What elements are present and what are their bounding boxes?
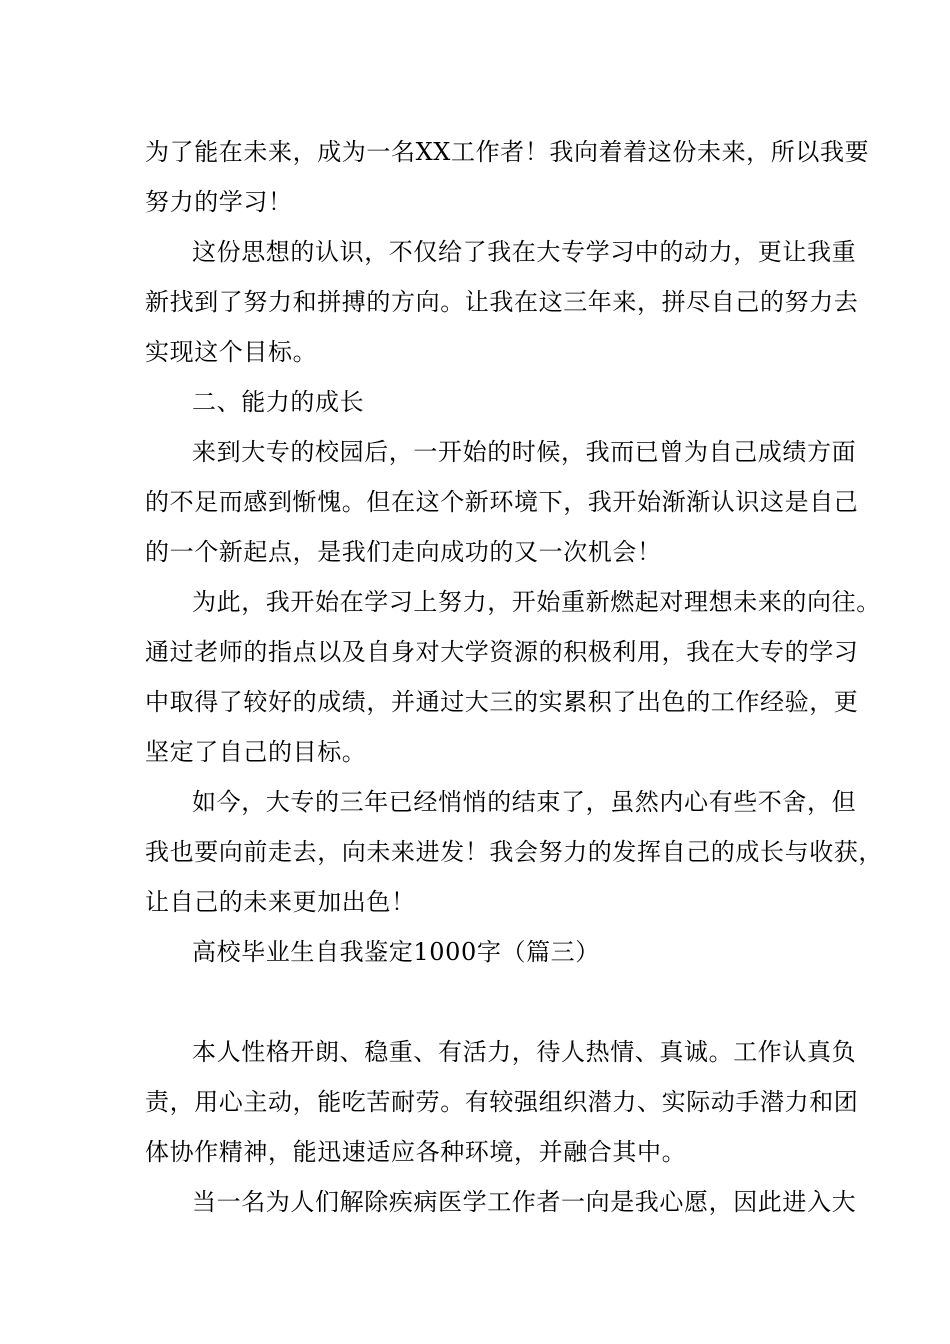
- paragraph-line: 体协作精神，能迅速适应各种环境，并融合其中。: [145, 1138, 687, 1166]
- paragraph-line: 这份思想的认识，不仅给了我在大专学习中的动力，更让我重: [192, 238, 857, 266]
- paragraph-line: 当一名为人们解除疾病医学工作者一向是我心愿，因此进入大: [192, 1188, 857, 1216]
- paragraph-line: 努力的学习！: [145, 188, 293, 216]
- paragraph-line: 的不足而感到惭愧。但在这个新环境下，我开始渐渐认识这是自己: [145, 488, 859, 516]
- paragraph-line: 实现这个目标。: [145, 338, 318, 366]
- paragraph-line: 让自己的未来更加出色！: [145, 888, 416, 916]
- paragraph-line: 为此，我开始在学习上努力，开始重新燃起对理想未来的向往。: [192, 588, 881, 616]
- paragraph-line: 坚定了自己的目标。: [145, 738, 367, 766]
- paragraph-line: 责，用心主动，能吃苦耐劳。有较强组织潜力、实际动手潜力和团: [145, 1088, 859, 1116]
- paragraph-line: 为了能在未来，成为一名XX工作者！我向着着这份未来，所以我要: [145, 138, 870, 166]
- paragraph-line: 通过老师的指点以及自身对大学资源的积极利用，我在大专的学习: [145, 638, 859, 666]
- paragraph-line: 本人性格开朗、稳重、有活力，待人热情、真诚。工作认真负: [192, 1038, 857, 1066]
- paragraph-line: 中取得了较好的成绩，并通过大三的实累积了出色的工作经验，更: [145, 688, 859, 716]
- paragraph-line: 新找到了努力和拼搏的方向。让我在这三年来，拼尽自己的努力去: [145, 288, 859, 316]
- paragraph-line: 来到大专的校园后，一开始的时候，我而已曾为自己成绩方面: [192, 438, 857, 466]
- section-title: 高校毕业生自我鉴定1000字（篇三）: [192, 938, 600, 966]
- paragraph-line: 如今，大专的三年已经悄悄的结束了，虽然内心有些不舍，但: [192, 788, 857, 816]
- paragraph-line: 我也要向前走去，向未来进发！我会努力的发挥自己的成长与收获，: [145, 838, 883, 866]
- section-heading: 二、能力的成长: [192, 388, 365, 416]
- paragraph-line: 的一个新起点，是我们走向成功的又一次机会！: [145, 538, 662, 566]
